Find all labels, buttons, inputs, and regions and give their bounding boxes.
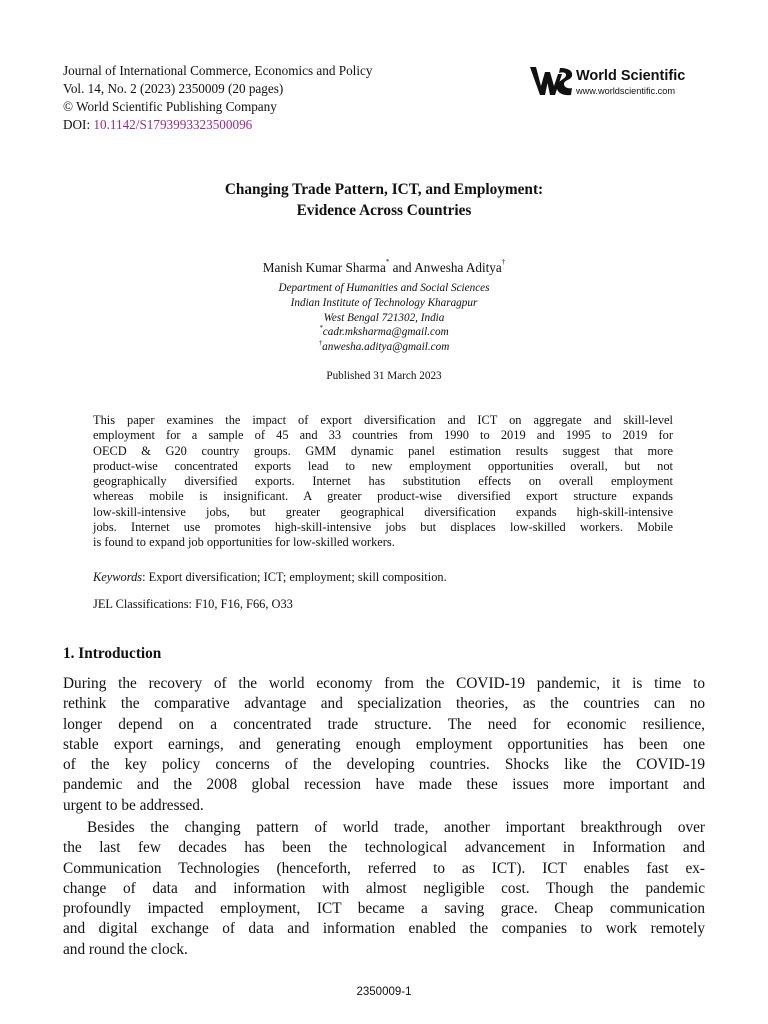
paragraph-line: and round the clock. [63,940,188,958]
paragraph-2 [63,818,705,960]
published-date: Published 31 March 2023 [326,370,442,382]
keywords [93,570,447,585]
author-1-email-line [0,326,768,338]
paragraph-line: pandemic and the 2008 global recession have made these issues more important and [63,776,705,794]
abstract-line: jobs. Internet use promotes high-skill-intensive jobs but displaces low-skilled workers. Mobile [93,520,673,535]
journal-copyright: © World Scientific Publishing Company [63,99,277,114]
jel-classifications: JEL Classifications: F10, F16, F66, O33 [93,597,293,611]
paragraph-line: stable export earnings, and generating enough employment opportunities has been one [63,735,705,753]
authors [0,260,768,276]
journal-doi [63,116,372,134]
paragraph-line: change of data and information with almost negligible cost. Though the pandemic [63,879,705,897]
abstract-line: geographically diversified exports. Internet has substitution effects on overall employment [93,474,673,489]
author-1: Manish Kumar Sharma [262,260,386,275]
email-1-mark: * [319,324,323,332]
paragraph-line: rethink the comparative advantage and specialization theories, as the countries can no [63,695,705,713]
journal-volume: Vol. 14, No. 2 (2023) 2350009 (20 pages) [63,81,284,96]
paragraph-line: longer depend on a concentrated trade structure. The need for economic resilience, [63,715,705,733]
paragraph-line: profoundly impacted employment, ICT became a saving grace. Cheap communication [63,900,705,918]
paragraph-line: During the recovery of the world economy from the COVID-19 pandemic, it is time to [63,675,705,692]
abstract-line: employment for a sample of 45 and 33 countries from 1990 to 2019 and 1995 to 2019 for [93,428,673,443]
paragraph-line: Communication Technologies (henceforth, referred to as ICT). ICT enables fast ex- [63,859,705,877]
abstract-line: whereas mobile is insignificant. A greater product-wise diversified export structure expands [93,489,673,504]
author-2: Anwesha Aditya [414,260,502,275]
doi-link[interactable]: 10.1142/S1793993323500096 [93,117,253,132]
abstract [93,413,673,551]
keywords-label: Keywords [93,570,143,584]
journal-info [63,62,372,134]
publisher-url: www.worldscientific.com [576,86,676,96]
journal-name: Journal of International Commerce, Economics and Policy [63,63,373,78]
paragraph-line: the last few decades has been the technological advancement in Information and [63,839,705,857]
paper-title-line2: Evidence Across Countries [296,202,472,219]
paragraph-line: urgent to be addressed. [63,796,204,814]
affiliation-institute: Indian Institute of Technology Kharagpur [290,297,478,309]
publisher-logo[interactable] [528,64,708,100]
paragraph-1 [63,674,705,816]
keywords-text: : Export diversification; ICT; employment; skill composition. [142,570,447,584]
world-scientific-logo-icon [528,64,574,98]
author-1-email[interactable]: cadr.mksharma@gmail.com [322,326,449,338]
email-2-mark: † [318,339,323,347]
section-heading-introduction: 1. Introduction [63,645,162,662]
abstract-line: This paper examines the impact of export diversification and ICT on aggregate and skill-level [93,413,673,427]
abstract-line: OECD & G20 country groups. GMM dynamic panel estimation results suggest that more [93,443,673,458]
author-1-mark: * [385,258,390,266]
paragraph-line: and digital exchange of data and information enabled the companies to work remotely [63,920,705,938]
paper-title-line1: Changing Trade Pattern, ICT, and Employment: [224,181,544,198]
page-number: 2350009-1 [356,986,412,998]
publisher-name: World Scientific [576,68,686,84]
author-2-email-line [0,341,768,353]
paragraph-line: of the key policy concerns of the developing countries. Shocks like the COVID-19 [63,756,705,774]
author-2-email[interactable]: anwesha.aditya@gmail.com [322,341,450,353]
affiliation-location: West Bengal 721302, India [323,312,445,324]
paragraph-line: Besides the changing pattern of world trade, another important breakthrough over [87,819,705,836]
abstract-line: product-wise concentrated exports lead to new employment opportunities overall, but not [93,458,673,473]
authors-conjunction: and [392,260,412,275]
affiliation-department: Department of Humanities and Social Sciences [278,282,490,294]
author-2-mark: † [501,258,506,266]
abstract-line: is found to expand job opportunities for low-skilled workers. [93,535,395,550]
doi-label: DOI: [63,117,91,132]
abstract-line: low-skill-intensive jobs, but greater geographical diversification expands high-skill-intensive [93,504,673,519]
